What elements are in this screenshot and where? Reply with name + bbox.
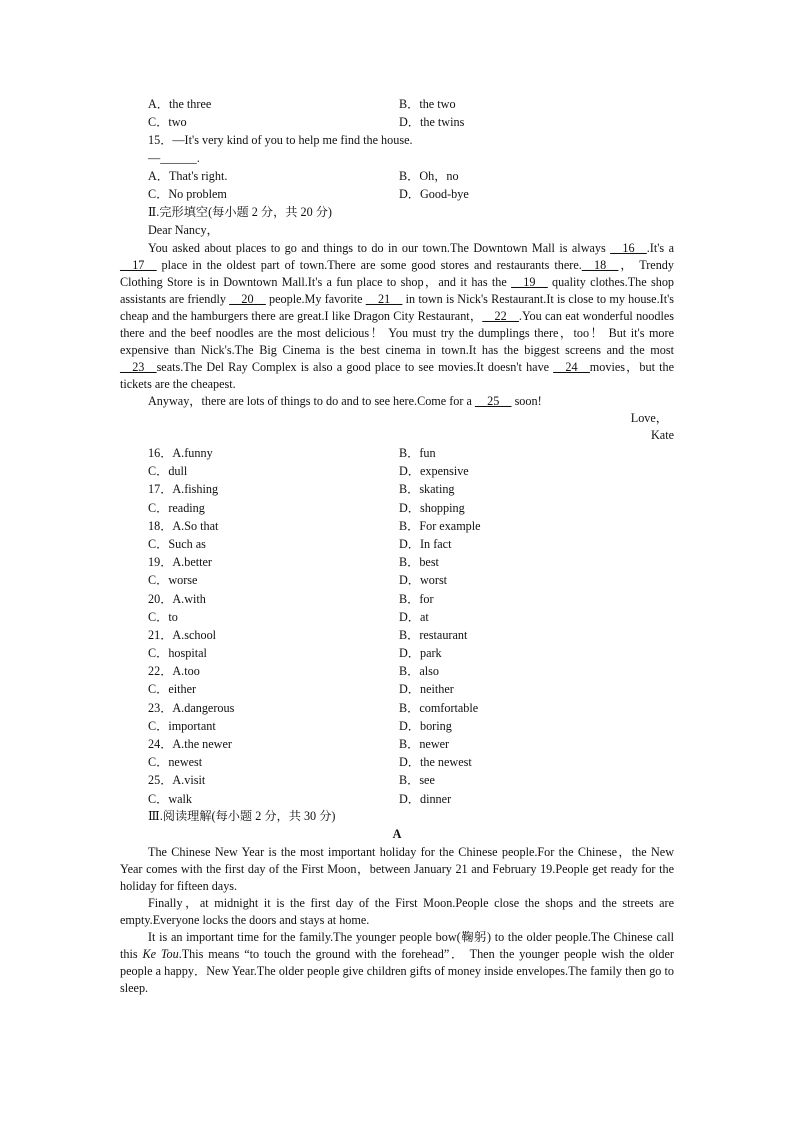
option-c: C．hospital <box>148 646 207 661</box>
option-d: D．park <box>399 646 442 661</box>
option-d: D．at <box>399 609 429 624</box>
blank-17: __17__ <box>120 257 157 272</box>
option-a: 25．A.visit <box>148 773 206 788</box>
option-d: D．neither <box>399 682 454 697</box>
option-c: C．walk <box>148 791 193 806</box>
option-a: 18．A.So that <box>148 518 219 533</box>
option-row <box>120 445 674 463</box>
emphasis-ke-tou: Ke Tou <box>142 947 179 962</box>
option-row <box>120 754 674 772</box>
option-d: D．shopping <box>399 500 465 515</box>
option-c: C．important <box>148 718 216 733</box>
section-3-heading: Ⅲ.阅读理解(每小题 2 分，共 30 分) <box>148 809 336 824</box>
option-a: 21．A.school <box>148 627 217 642</box>
option-row <box>120 481 674 499</box>
option-row <box>120 499 674 517</box>
option-c: C．either <box>148 682 197 697</box>
option-row <box>120 645 674 663</box>
option-b: B．comfortable <box>399 700 479 715</box>
q15-options-row-2 <box>120 186 674 204</box>
option-c: C．reading <box>148 500 205 515</box>
letter-signature: Kate <box>650 428 674 443</box>
blank-25: __25__ <box>474 393 512 408</box>
option-b: B．for <box>399 591 434 606</box>
option-a: A．the three <box>148 97 212 112</box>
option-c: C．worse <box>148 573 198 588</box>
option-c: C．Such as <box>148 536 206 551</box>
option-d: D．worst <box>399 573 448 588</box>
option-c: C．dull <box>148 464 188 479</box>
option-row <box>120 572 674 590</box>
option-row <box>120 736 674 754</box>
option-b: B．Oh，no <box>399 168 459 183</box>
option-row <box>120 590 674 608</box>
blank-24: __24__ <box>553 359 590 374</box>
option-a: 22．A.too <box>148 664 200 679</box>
cloze-paragraph-2: Anyway，there are lots of things to do and to see here.Come for a __25__ soon! <box>148 393 542 408</box>
option-row <box>120 608 674 626</box>
question-15-stem: 15．—It's very kind of you to help me find the house. <box>148 133 413 148</box>
cloze-paragraph-1: You asked about places to go and things to do in our town.The Downtown Mall is always __16__.It's a __17__ place in the oldest part of town.There are some good stores and restaurants there.__18__， Trendy Clothing Store is in Downtown Mall.It's a fun place to shop，and it has the __19__ quality clothes.The shop assistants are friendly __20__ people.My favorite __21__ in town is Nick's Restaurant.It is close to my house.It's cheap and the hamburgers there are great.I like Dragon City Restaurant，__22__.You can eat wonderful noodles there and the beef noodles are the most delicious！ You must try the dumplings there，too！ But it's more expensive than Nick's.The Big Cinema is the best cinema in town.It has the biggest screens and the most __23__seats.The Del Ray Complex is also a good place to see movies.It doesn't have __24__movies，but the tickets are the cheapest. <box>120 240 675 391</box>
blank-20: __20__ <box>229 291 266 306</box>
option-a: 20．A.with <box>148 591 206 606</box>
blank-21: __21__ <box>365 291 403 306</box>
option-b: B．fun <box>399 446 436 461</box>
cloze-options <box>120 445 674 809</box>
option-d: D．In fact <box>399 536 452 551</box>
letter-salutation: Dear Nancy， <box>148 222 219 237</box>
option-row <box>120 627 674 645</box>
option-d: D．Good-bye <box>399 187 469 202</box>
blank-16: __16__ <box>610 240 647 255</box>
option-row <box>120 536 674 554</box>
passage-label: A <box>392 827 402 842</box>
section-2-heading: Ⅱ.完形填空(每小题 2 分，共 20 分) <box>148 204 332 219</box>
option-row <box>120 790 674 808</box>
question-15-reply: —______. <box>148 150 200 165</box>
option-d: D．dinner <box>399 791 452 806</box>
blank-22: __22__ <box>482 308 519 323</box>
option-c: C．No problem <box>148 187 227 202</box>
option-b: B．see <box>399 773 435 788</box>
option-a: 17．A.fishing <box>148 482 219 497</box>
option-c: C．newest <box>148 755 203 770</box>
q15-options-row-1 <box>120 168 674 186</box>
option-row <box>120 772 674 790</box>
document-page <box>120 96 674 997</box>
option-a: A．That's right. <box>148 168 228 183</box>
option-d: D．boring <box>399 718 452 733</box>
blank-19: __19__ <box>511 274 548 289</box>
option-b: B．best <box>399 555 439 570</box>
reading-paragraph-1: The Chinese New Year is the most important holiday for the Chinese people.For the Chinese，the New Year comes with the first day of the First Moon，between January 21 and February 19.People get ready for the holiday for fifteen days. <box>120 845 674 894</box>
option-row <box>120 699 674 717</box>
option-row <box>120 463 674 481</box>
option-row <box>120 517 674 535</box>
option-a: 23．A.dangerous <box>148 700 235 715</box>
option-b: B．restaurant <box>399 627 468 642</box>
blank-23: __23__ <box>120 359 157 374</box>
option-c: C．to <box>148 609 178 624</box>
reading-paragraph-2: Finally，at midnight it is the first day of the First Moon.People close the shops and the streets are empty.Everyone locks the doors and stays at home. <box>120 896 674 928</box>
blank-18: __18__ <box>581 257 619 272</box>
q14-options-row-1 <box>120 96 674 114</box>
option-row <box>120 681 674 699</box>
reading-paragraph-3: It is an important time for the family.The younger people bow(鞠躬) to the older people.The Chinese call this Ke Tou.This means “to touch the ground with the forehead”． Then the younger people wish the older people a happy．New Year.The older people give children gifts of money inside envelopes.The family then go to sleep. <box>120 930 674 996</box>
option-d: D．the newest <box>399 755 472 770</box>
option-b: B．skating <box>399 482 455 497</box>
option-a: 19．A.better <box>148 555 212 570</box>
option-b: B．newer <box>399 737 450 752</box>
option-a: 16．A.funny <box>148 446 213 461</box>
letter-closing: Love， <box>630 410 668 425</box>
option-row <box>120 663 674 681</box>
option-row <box>120 718 674 736</box>
option-b: B．also <box>399 664 439 679</box>
option-d: D．expensive <box>399 464 469 479</box>
option-d: D．the twins <box>399 115 465 130</box>
option-row <box>120 554 674 572</box>
option-b: B．the two <box>399 97 456 112</box>
option-b: B．For example <box>399 518 481 533</box>
option-a: 24．A.the newer <box>148 737 232 752</box>
q14-options-row-2 <box>120 114 674 132</box>
option-c: C．two <box>148 115 187 130</box>
